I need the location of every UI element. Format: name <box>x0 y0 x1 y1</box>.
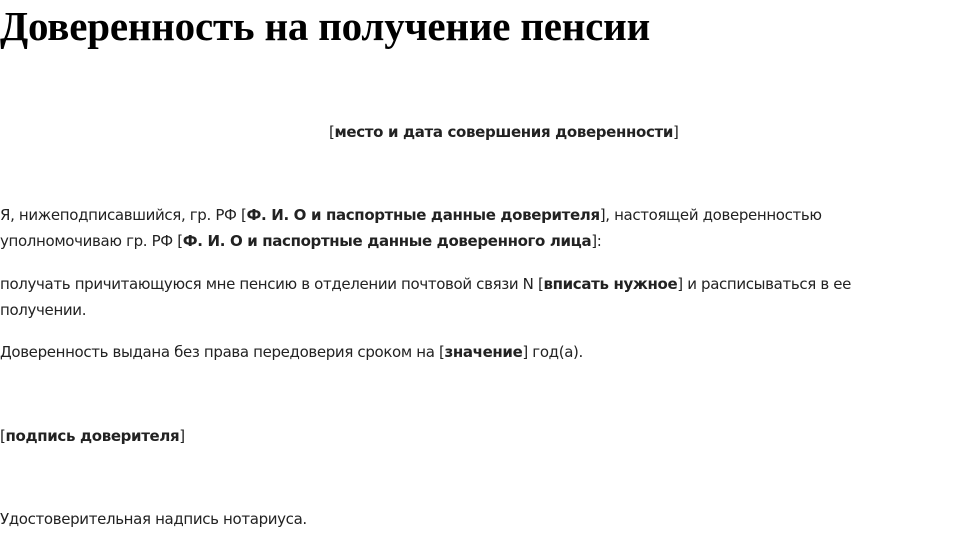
bracket-open: [ <box>0 427 6 445</box>
powers-paragraph <box>0 271 851 323</box>
powers-continuation-text: ] и расписываться в ее <box>677 275 852 293</box>
attorney-closing-text: ]: <box>591 232 602 250</box>
notary-inscription: Удостоверительная надпись нотариуса. <box>0 510 307 528</box>
bracket-close: ] <box>179 427 185 445</box>
signature-label: подпись доверителя <box>5 427 180 445</box>
place-date-label: место и дата совершения доверенности <box>334 123 674 141</box>
attorney-intro-text: уполномочиваю гр. РФ [ <box>0 232 183 250</box>
signature-placeholder <box>0 423 185 449</box>
grantor-paragraph <box>0 202 822 254</box>
grantor-intro-text: Я, нижеподписавшийся, гр. РФ [ <box>0 206 247 224</box>
attorney-data-placeholder: Ф. И. О и паспортные данные доверенного лица <box>182 232 592 250</box>
document-title: Доверенность на получение пенсии <box>0 3 651 49</box>
bracket-close: ] <box>673 123 679 141</box>
powers-intro-text: получать причитающуюся мне пенсию в отделении почтовой связи N [ <box>0 275 544 293</box>
bracket-open: [ <box>329 123 335 141</box>
grantor-continuation-text: ], настоящей доверенностью <box>599 206 822 224</box>
post-office-placeholder: вписать нужное <box>543 275 678 293</box>
place-date-placeholder <box>329 119 679 145</box>
powers-closing-text: получении. <box>0 301 87 319</box>
term-paragraph <box>0 339 583 365</box>
term-closing-text: ] год(а). <box>522 343 583 361</box>
term-intro-text: Доверенность выдана без права передоверия сроком на [ <box>0 343 445 361</box>
grantor-data-placeholder: Ф. И. О и паспортные данные доверителя <box>246 206 600 224</box>
term-value-placeholder: значение <box>444 343 523 361</box>
